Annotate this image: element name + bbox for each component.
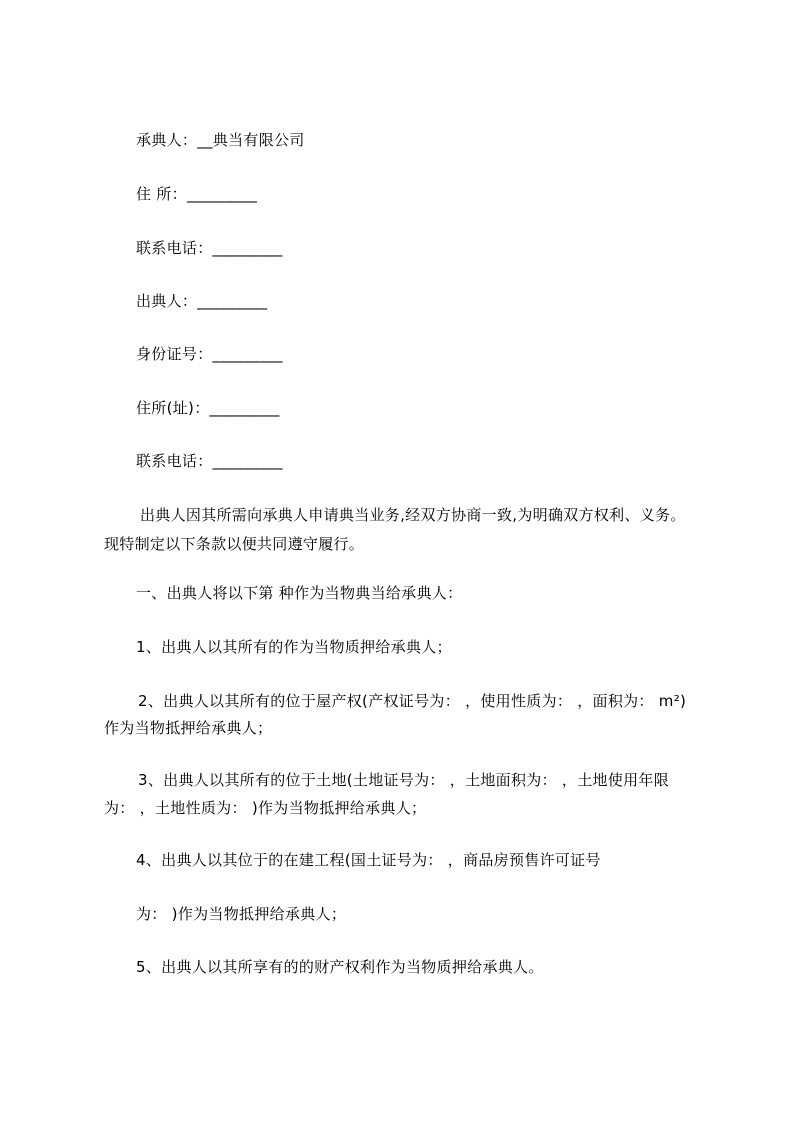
pawnee-address-label: 住 所： <box>136 185 187 203</box>
pawnee-label: 承典人： <box>136 131 198 149</box>
clause-item-2-line-2: 作为当物抵押给承典人； <box>104 719 273 737</box>
pawnor-id-label: 身份证号： <box>136 345 213 363</box>
pawnor-phone-field <box>136 452 283 470</box>
clause-item-3-line-1: 3、出典人以其所有的位于土地(土地证号为： ，土地面积为： ，土地使用年限 <box>138 771 670 789</box>
pawnor-id-field <box>136 345 283 363</box>
pawnee-phone-field <box>136 239 283 257</box>
intro-paragraph-line-1: 出典人因其所需向承典人申请典当业务,经双方协商一致,为明确双方权利、义务。 <box>140 506 686 524</box>
pawnor-field <box>136 292 267 310</box>
clause-item-4-line-2: 为： )作为当物抵押给承典人； <box>136 905 347 923</box>
pawnor-phone-label: 联系电话： <box>136 452 213 470</box>
pawnee-phone-label: 联系电话： <box>136 239 213 257</box>
clause-item-5: 5、出典人以其所享有的的财产权利作为当物质押给承典人。 <box>136 958 544 976</box>
pawnor-address-field <box>136 399 280 417</box>
pawnor-value: _________ <box>197 292 268 310</box>
intro-paragraph-line-2: 现特制定以下条款以便共同遵守履行。 <box>104 535 365 553</box>
pawnee-phone-value: _________ <box>212 239 283 257</box>
clause-item-2-line-1: 2、出典人以其所有的位于屋产权(产权证号为： ，使用性质为： ，面积为： m²) <box>138 692 687 710</box>
pawnor-label: 出典人： <box>136 292 198 310</box>
pawnor-phone-value: _________ <box>212 452 283 470</box>
pawnor-id-value: _________ <box>212 345 283 363</box>
pawnee-address-value: _________ <box>186 185 258 203</box>
clause-item-1: 1、出典人以其所有的作为当物质押给承典人； <box>136 638 452 656</box>
pawnee-value: __典当有限公司 <box>197 131 305 149</box>
pawnor-address-label: 住所(址)： <box>136 399 210 417</box>
pawnee-field <box>136 131 305 149</box>
clause-item-3-line-2: 为： ，土地性质为： )作为当物抵押给承典人； <box>104 799 427 817</box>
pawnor-address-value: _________ <box>209 399 280 417</box>
pawnee-address-field <box>136 185 257 203</box>
clause-1-heading: 一、出典人将以下第 种作为当物典当给承典人： <box>136 584 463 602</box>
clause-item-4-line-1: 4、出典人以其位于的在建工程(国土证号为： ，商品房预售许可证号 <box>136 851 601 869</box>
